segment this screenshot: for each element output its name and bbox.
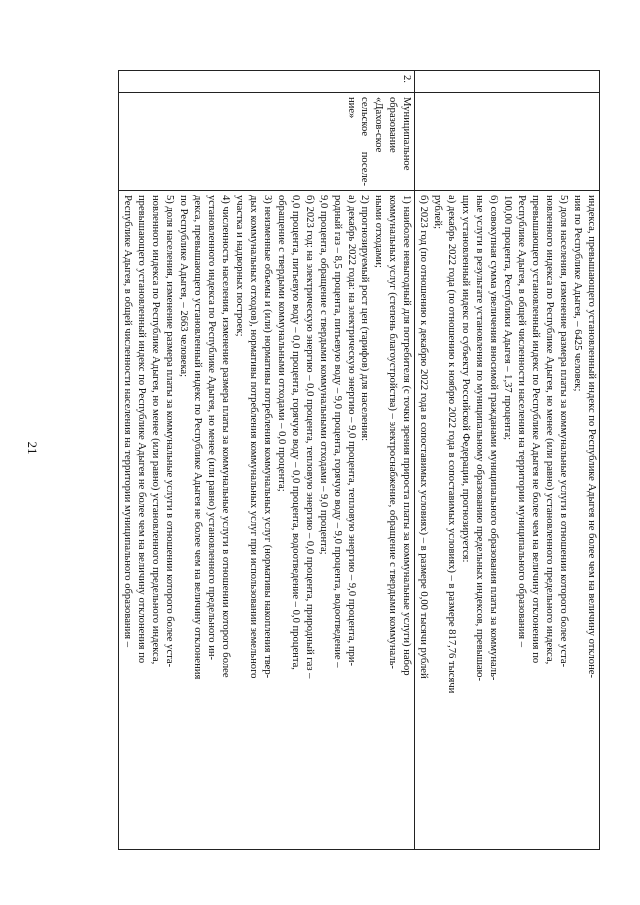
text-line: б) 2023 год: на электрическую энергию – 0,0 процента, тепловую энергию – 0,0 процента, природный газ – bbox=[303, 195, 315, 679]
text-line: а) декабрь 2022 года: на электрическую энергию – 9,0 процента, тепловую энергию – 9,0 процента, при- bbox=[345, 195, 357, 666]
text-line: 2) прогнозируемый рост цен (тарифов) для населения: bbox=[359, 195, 371, 442]
text-line: 6) совокупная сумма увеличения вносимой гражданами муниципального образования платы за коммуналь- bbox=[488, 195, 500, 681]
text-line: обращение с твердыми коммунальными отходами – 0,0 процента; bbox=[275, 195, 287, 492]
text-line: 9,0 процента, обращение с твердыми коммунальными отходами – 9,0 процента; bbox=[317, 195, 329, 555]
text-line: новленного индекса по Республике Адыгея, но менее (или равно) установленного предельного индекса, bbox=[149, 195, 161, 665]
text-line: 5) доля населения, изменение размера платы за коммунальные услуги в отношении которого более уста- bbox=[558, 195, 570, 668]
text-line: превышающего установленный индекс по Республике Адыгея не более чем на величину отклонения по bbox=[136, 195, 147, 664]
text-line: родный газ – 8,5 процента, питьевую воду – 9,0 процента, горячую воду – 9,0 процента, водоотведение – bbox=[331, 195, 343, 668]
table-body bbox=[119, 71, 600, 850]
text-line: участка и надворных построек; bbox=[233, 195, 245, 337]
text-line: по Республике Адыгея, – 2663 человека; bbox=[177, 195, 189, 378]
text-line: ными отходами; bbox=[373, 195, 385, 268]
text-line: 5) доля населения, изменение размера платы за коммунальные услуги в отношении которого более уста- bbox=[163, 195, 175, 668]
description-cell bbox=[415, 191, 600, 850]
text-line: коммунальных услуг (степень благоустройства) – электроснабжение, обращение с твердыми коммуналь- bbox=[387, 195, 399, 669]
text-line: б) 2023 год (по отношению к декабрю 2022 года в сопоставимых условиях) – в размере 0,00 тысячи рублей bbox=[418, 195, 430, 679]
page-number: 21 bbox=[25, 441, 40, 455]
text-line: ные услуги в результате установления по муниципальному образованию предельных индексов, превышаю- bbox=[474, 195, 486, 682]
text-line: щих установленный индекс по субъекту Российской Федерации, прогнозируется: bbox=[460, 195, 472, 563]
row-number-cell bbox=[415, 71, 600, 93]
municipality-cell bbox=[415, 93, 600, 191]
text-line: Республике Адыгея, в общей численности населения на территории муниципального образования – bbox=[122, 195, 134, 648]
text-line: 4) численность населения, изменение размера платы за коммунальные услуги в отношении которого более bbox=[219, 195, 231, 678]
text-line: а) декабрь 2022 года (по отношению к ноябрю 2022 года в сопоставимых условиях) – в размере 817,76 тысячи bbox=[446, 195, 458, 694]
row-number-cell: 2. bbox=[119, 71, 415, 93]
text-line: рублей; bbox=[432, 195, 444, 230]
description-cell bbox=[119, 191, 415, 850]
text-line: превышающего установленный индекс по Республике Адыгея не более чем на величину отклонения по bbox=[530, 195, 542, 664]
text-line: декса, превышающего установленный индекс по Республике Адыгея не более чем на величину отклонения bbox=[191, 195, 203, 680]
text-line: новленного индекса по Республике Адыгея, но менее (или равно) установленного предельного индекса, bbox=[544, 195, 556, 665]
text-line: дых коммунальных отходов), нормативы потребления коммунальных услуг при использовании земельного bbox=[247, 195, 259, 679]
document-table bbox=[118, 70, 600, 850]
text-line: 0,0 процента, питьевую воду – 0,0 процента, горячую воду – 0,0 процента, водоотведение – 0,0 процента, bbox=[289, 195, 301, 670]
rotated-table-container bbox=[60, 70, 600, 850]
text-line: Республике Адыгея, в общей численности населения на территории муниципального образования – bbox=[516, 195, 528, 648]
municipality-cell: Муниципальное образование «Дахов-ское сельское поселе-ние» bbox=[119, 93, 415, 191]
text-line: 3) неизменные объемы и (или) нормативы потребления коммунальных услуг (нормативы накопления твер- bbox=[261, 195, 273, 679]
text-line: установленного индекса по Республике Адыгея, но менее (или равно) установленного предельного ин- bbox=[205, 195, 217, 661]
text-line: 1) наиболее невыгодный для потребителя (с точки зрения прироста платы за коммунальные услуги) набор bbox=[401, 195, 413, 676]
table-row bbox=[119, 71, 415, 850]
text-line: 100,00 процента, Республики Адыгея – 1,37 процента; bbox=[502, 195, 514, 441]
text-line: ния по Республике Адыгея, – 6425 человек; bbox=[572, 195, 584, 392]
text-line: индекса, превышающего установленный индекс по Республике Адыгея не более чем на величину отклоне- bbox=[586, 195, 597, 679]
table-row bbox=[415, 71, 600, 850]
